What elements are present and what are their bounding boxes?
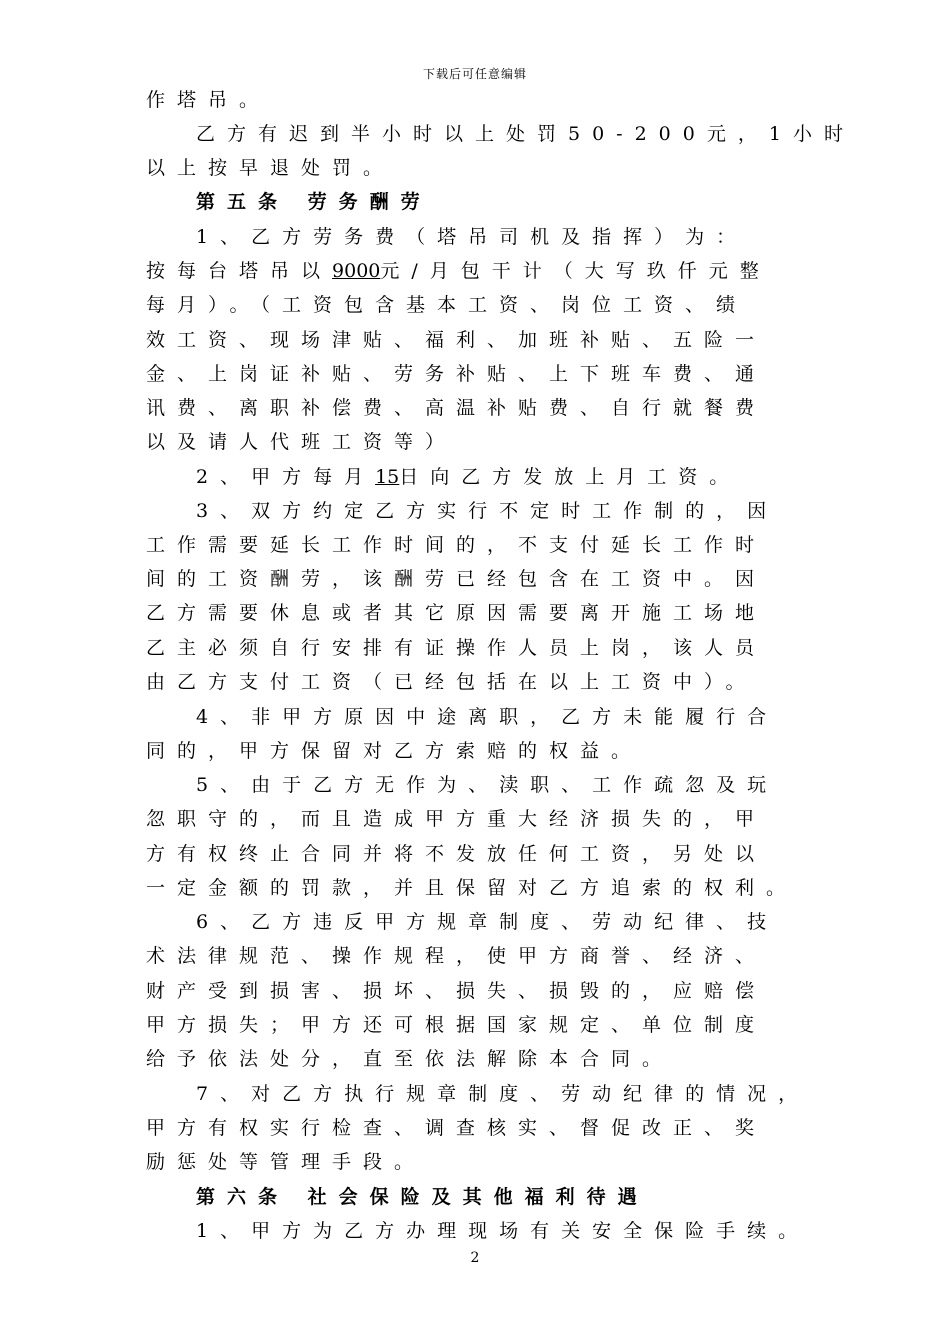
text-segment: 按每台塔吊以 (146, 260, 333, 282)
text-line: 励惩处等管理手段。 (146, 1151, 426, 1173)
text-line: 间的工资酬劳，该酬劳已经包含在工资中。因 (146, 568, 767, 590)
text-line: 以及请人代班工资等） (146, 431, 457, 453)
text-line: 1、甲方为乙方办理现场有关安全保险手续。 (196, 1220, 810, 1242)
page-header: 下载后可任意编辑 (422, 67, 527, 81)
text-line: 讯费、离职补偿费、高温补贴费、自行就餐费 (146, 397, 767, 419)
text-line: 6、乙方违反甲方规章制度、劳动纪律、技 (196, 911, 779, 933)
text-line: 1、乙方劳务费（塔吊司机及指挥）为： (196, 226, 748, 248)
text-line: 金、上岗证补贴、劳务补贴、上下班车费、通 (146, 363, 767, 385)
pay-day: 15 (375, 466, 400, 488)
text-line: 同的，甲方保留对乙方索赔的权益。 (146, 740, 643, 762)
text-line: 7、对乙方执行规章制度、劳动纪律的情况， (196, 1083, 810, 1105)
text-line: 工作需要延长工作时间的，不支付延长工作时 (146, 534, 767, 556)
text-line: 作塔吊。 (146, 89, 271, 111)
text-line: 乙主必须自行安排有证操作人员上岗，该人员 (146, 637, 767, 659)
text-segment: 2、甲方每月 (196, 466, 376, 488)
page-number: 2 (470, 1250, 480, 1266)
text-line: 一定金额的罚款，并且保留对乙方追索的权利。 (146, 877, 798, 899)
section-heading: 第六条 社会保险及其他福利待遇 (196, 1186, 649, 1208)
text-line: 由乙方支付工资（已经包括在以上工资中）。 (146, 671, 757, 693)
text-line: 给予依法处分，直至依法解除本合同。 (146, 1048, 674, 1070)
text-line: 乙方需要休息或者其它原因需要离开施工场地 (146, 602, 767, 624)
text-line: 甲方损失；甲方还可根据国家规定、单位制度 (146, 1014, 767, 1036)
text-line: 以上按早退处罚。 (146, 157, 395, 179)
text-line: 5、由于乙方无作为、渎职、工作疏忽及玩 (196, 774, 779, 796)
text-line: 甲方有权实行检查、调查核实、督促改正、奖 (146, 1117, 767, 1139)
text-line (146, 259, 826, 283)
text-line (196, 465, 826, 489)
text-line: 乙方有迟到半小时以上处罚50-200元，1小时 (196, 123, 855, 145)
text-line: 财产受到损害、损坏、损失、损毁的，应赔偿 (146, 980, 767, 1002)
text-line: 4、非甲方原因中途离职，乙方未能履行合 (196, 706, 779, 728)
wage-amount: 9000 (332, 260, 381, 282)
section-heading: 第五条 劳务酬劳 (196, 191, 432, 213)
text-segment: 日向乙方发放上月工资。 (399, 466, 741, 488)
text-line: 忽职守的，而且造成甲方重大经济损失的，甲 (146, 808, 767, 830)
text-line: 3、双方约定乙方实行不定时工作制的，因 (196, 500, 779, 522)
text-line: 效工资、现场津贴、福利、加班补贴、五险一 (146, 329, 767, 351)
text-line: 方有权终止合同并将不发放任何工资，另处以 (146, 843, 767, 865)
text-line: 术法律规范、操作规程，使甲方商誉、经济、 (146, 945, 767, 967)
text-line: 每月）。（工资包含基本工资、岗位工资、绩 (146, 294, 748, 316)
text-segment: 元/月包干计（大写玖仟元整 (380, 260, 771, 282)
